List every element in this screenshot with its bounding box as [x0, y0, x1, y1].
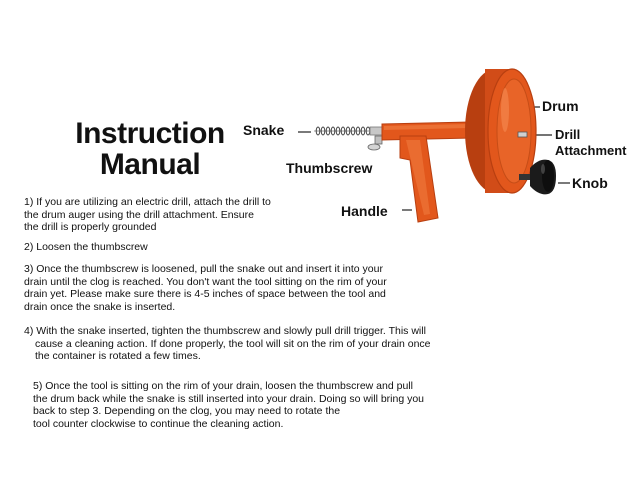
step-4-line: the container is rotated a few times. [35, 350, 201, 363]
step-2-line: 2) Loosen the thumbscrew [24, 241, 148, 253]
label-drum: Drum [542, 98, 579, 114]
step-4-line: 4) With the snake inserted, tighten the thumbscrew and slowly pull drill trigger. This will [24, 325, 426, 337]
label-snake: Snake [243, 122, 285, 138]
label-knob: Knob [572, 175, 608, 191]
step-5-line: 5) Once the tool is sitting on the rim of your drain, loosen the thumbscrew and pull [33, 380, 413, 392]
step-4 [24, 325, 431, 363]
label-thumbscrew: Thumbscrew [286, 160, 373, 176]
label-handle: Handle [341, 203, 388, 219]
step-2 [24, 241, 148, 254]
drill-attachment [518, 132, 527, 137]
step-5 [33, 380, 424, 430]
step-1-line: 1) If you are utilizing an electric drill, attach the drill to [24, 196, 271, 208]
step-3 [24, 263, 387, 313]
step-5-line: the drum back while the snake is still inserted into your drain. Doing so will bring you [33, 392, 425, 405]
snake-nozzle [370, 127, 382, 135]
label-drill: Drill [555, 127, 581, 142]
title-line-2: Manual [99, 148, 201, 181]
step-3-line: drain until the clog is reached. You don't want the tool sitting on the rim of your [24, 275, 387, 288]
label-attachment: Attachment [555, 143, 627, 158]
step-5-line: back to step 3. Depending on the clog, you may need to rotate the [33, 405, 341, 418]
step-1-line: the drum auger using the drill attachment. Ensure [24, 208, 254, 221]
step-3-line: drain yet. Please make sure there is 4-5 inches of space between the tool and [24, 288, 386, 301]
drum-front-face [497, 79, 531, 183]
title-line-1: Instruction [75, 117, 225, 150]
snake-coil [314, 127, 372, 135]
step-4-line: cause a cleaning action. If done properly, the tool will sit on the rim of your drain once [35, 337, 431, 350]
step-3-line: drain once the snake is inserted. [24, 300, 176, 313]
step-3-line: 3) Once the thumbscrew is loosened, pull the snake out and insert it into your [24, 263, 383, 275]
step-5-line: tool counter clockwise to continue the cleaning action. [33, 417, 284, 430]
step-1-line: the drill is properly grounded [24, 221, 157, 234]
thumbscrew [368, 136, 382, 150]
step-1 [24, 196, 271, 234]
